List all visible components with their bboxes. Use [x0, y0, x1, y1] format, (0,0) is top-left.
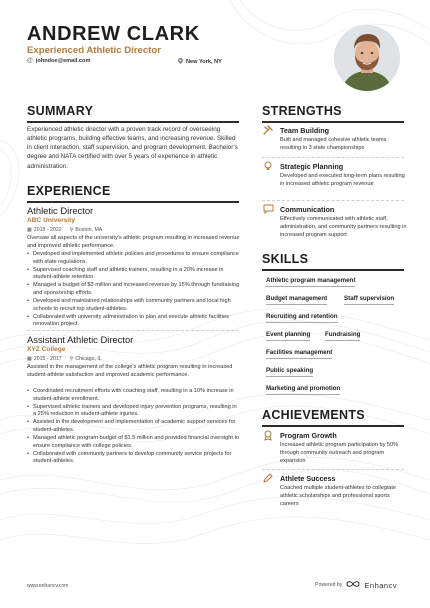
skills-rule [262, 269, 404, 271]
job-bullet: • Supervised athletic trainers and developed injury prevention programs, resulting in a 25% reduction in student-athlete injuries. [27, 404, 241, 420]
strength-title: Team Building [280, 126, 329, 135]
job-location [70, 356, 102, 362]
achievement-title: Program Growth [280, 431, 337, 440]
job-bullet: • Managed athletic program budget of $1.5 million and provided financial oversight to ensure compliance with college policies. [27, 435, 241, 451]
experience-heading: EXPERIENCE [27, 184, 111, 198]
at-icon: @ [27, 58, 33, 64]
strength-desc: Developed and executed long-term plans resulting in increased athletic program revenue [280, 173, 405, 187]
strength-divider [262, 200, 404, 201]
powered-by-label: Powered by [315, 582, 343, 588]
email-contact [27, 58, 90, 64]
job-summary: Assisted in the management of the college's athletic program resulting in increased student-athlete satisfaction and improved academic performance. [27, 364, 233, 378]
footer-website[interactable]: www.enhancv.com [27, 583, 69, 589]
skill-tag: Fundraising [325, 331, 360, 341]
skill-tag: Budget management [266, 295, 327, 305]
location-text: New York, NY [186, 59, 222, 65]
location-contact [178, 58, 222, 66]
job-bullet: • Managed a budget of $3 million and increased revenue by 15% through fundraising and sponsorship efforts. [27, 282, 241, 298]
achievement-desc: Increased athletic program participation by 50% through community outreach and program expansion [280, 442, 399, 464]
job-bullets [27, 388, 241, 466]
job-bullet: • Collaborated with community partners to develop community service projects for student-athletes. [27, 451, 241, 467]
achievements-heading: ACHIEVEMENTS [262, 408, 365, 422]
skill-tag: Staff supervision [344, 295, 394, 305]
enhancv-logo-icon [346, 580, 360, 590]
job-bullet: • Developed and maintained relationships with community partners and local high schools to recruit top student-athletes. [27, 298, 241, 314]
job-bullet: • Assisted in the development and implementation of academic support services for student-athletes. [27, 419, 241, 435]
pen-icon [263, 473, 273, 485]
achievement-title: Athlete Success [280, 474, 336, 483]
skill-tag: Marketing and promotion [266, 385, 340, 395]
strength-desc: Built and managed cohesive athletic teams resulting in 3 state championships [280, 137, 387, 151]
strength-title: Communication [280, 205, 335, 214]
strength-divider [262, 157, 404, 158]
achievement-divider [262, 469, 404, 470]
profile-photo [334, 25, 400, 91]
job-dates [27, 227, 62, 233]
job-dates [27, 356, 62, 362]
strength-desc: Effectively communicated with athletic staff, administration, and community partners resulting in increased program support [280, 216, 407, 238]
job-bullet: • Collaborated with university administration to plan and execute athletic facilities renovation project. [27, 314, 241, 330]
summary-rule [27, 121, 239, 123]
candidate-name: ANDREW CLARK [27, 23, 200, 45]
strengths-heading: STRENGTHS [262, 104, 342, 118]
job-meta [27, 227, 102, 233]
email-text: johndoe@email.com [35, 58, 91, 64]
skill-tag: Recruiting and retention [266, 313, 338, 323]
strengths-rule [262, 121, 404, 123]
job-bullet: • Coordinated recruitment efforts with coaching staff, resulting in a 10% increase in student-athlete enrollment. [27, 388, 241, 404]
skills-heading: SKILLS [262, 252, 309, 266]
job-bullet: • Developed and implemented athletic policies and procedures to ensure compliance with state regulations. [27, 251, 241, 267]
job-location-text: Boston, MA [75, 227, 103, 233]
job-title: Assistant Athletic Director [27, 334, 134, 345]
strength-title: Strategic Planning [280, 162, 344, 171]
job-dates-text: 2018 - 2022 [33, 227, 62, 233]
skill-tag: Facilities management [266, 349, 332, 359]
job-summary: Oversaw all aspects of the university's athletic program resulting in increased revenue and improved athletic performance. [27, 235, 240, 249]
calendar-icon: ▦ [27, 356, 32, 362]
lightbulb-icon [263, 161, 273, 173]
job-location-text: Chicago, IL [75, 356, 102, 362]
skill-tag: Event planning [266, 331, 310, 341]
map-pin-icon: ⚲ [69, 356, 74, 362]
experience-rule [27, 201, 239, 203]
skill-tag: Athletic program management [266, 277, 355, 287]
summary-text: Experienced athletic director with a proven track record of overseeing athletic programs, building effective teams, and increasing revenue. Skilled in client interaction, staff supervision, and program development. Bachelor's degree and NATA certified with over 5 years of experience in athletic administration. [27, 126, 238, 170]
map-pin-icon [178, 58, 183, 66]
job-meta [27, 356, 102, 362]
job-dates-text: 2015 - 2017 [33, 356, 62, 362]
calendar-icon: ▦ [27, 227, 32, 233]
skill-tag: Public speaking [266, 367, 313, 377]
map-pin-icon: ⚲ [69, 227, 74, 233]
job-divider [27, 330, 239, 331]
job-bullet: • Supervised coaching staff and athletic trainers, resulting in a 20% increase in student-athlete retention. [27, 267, 241, 283]
job-company: ABC University [27, 217, 76, 224]
job-location [70, 227, 103, 233]
chat-icon [263, 204, 274, 216]
achievement-desc: Coached multiple student-athletes to collegiate athletic scholarships and professional sports careers [280, 485, 396, 507]
job-bullets [27, 251, 241, 329]
brand-name: Enhancv [364, 580, 398, 590]
candidate-title: Experienced Athletic Director [27, 45, 161, 56]
job-company: XYZ College [27, 346, 66, 353]
footer-powered-by [315, 580, 397, 590]
achievements-rule [262, 425, 404, 427]
medal-icon [263, 430, 273, 443]
tools-icon [263, 125, 273, 137]
job-title: Athletic Director [27, 205, 94, 216]
summary-heading: SUMMARY [27, 104, 94, 118]
